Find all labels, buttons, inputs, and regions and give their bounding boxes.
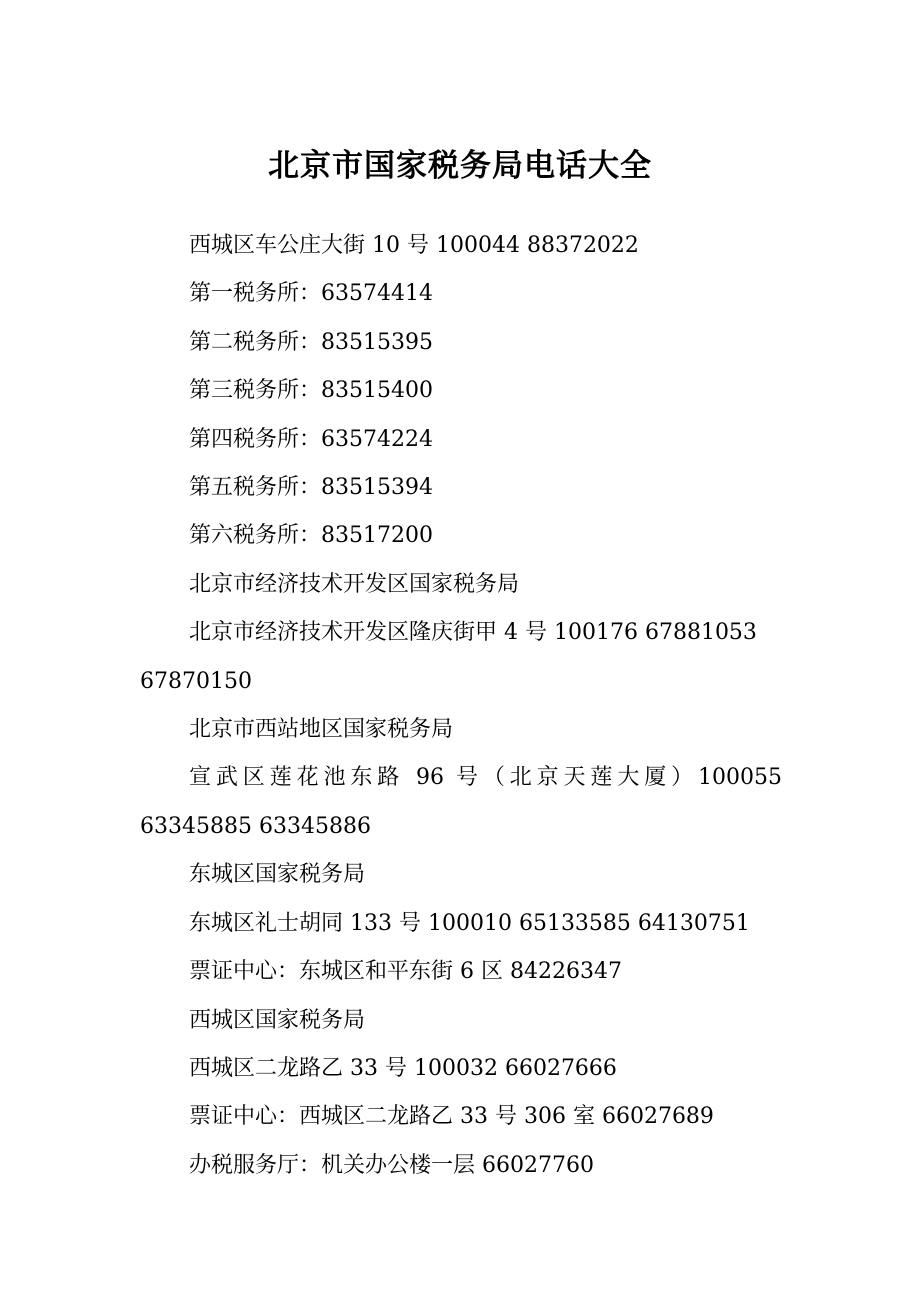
paragraph-line: 宣武区莲花池东路 96 号（北京天莲大厦）100055 [189,765,782,791]
paragraph-line: 办税服务厅：机关办公楼一层 66027760 [189,1152,594,1178]
paragraph-line: 第二税务所：83515395 [189,329,433,355]
paragraph-line: 票证中心：东城区和平东街 6 区 84226347 [189,959,622,985]
paragraph-line: 第五税务所：83515394 [189,475,433,501]
paragraph-line: 票证中心：西城区二龙路乙 33 号 306 室 66027689 [189,1104,714,1130]
paragraph-line: 第六税务所：83517200 [189,523,433,549]
paragraph-line: 北京市经济技术开发区隆庆街甲 4 号 100176 67881053 [189,620,757,646]
section-heading-line: 东城区国家税务局 [189,862,366,888]
paragraph-line: 西城区二龙路乙 33 号 100032 66027666 [189,1055,617,1081]
paragraph-line: 第四税务所：63574224 [189,426,433,452]
paragraph-continuation-line: 67870150 [140,668,252,694]
paragraph-line: 第一税务所：63574414 [189,281,433,307]
paragraph-continuation-line: 63345885 63345886 [140,813,371,839]
section-heading-line: 北京市西站地区国家税务局 [189,717,454,743]
paragraph-line: 东城区礼士胡同 133 号 100010 65133585 64130751 [189,910,750,936]
section-heading-line: 北京市经济技术开发区国家税务局 [189,571,520,597]
document-title: 北京市国家税务局电话大全 [268,148,652,184]
document-body [140,222,782,1190]
section-heading-line: 西城区国家税务局 [189,1007,366,1033]
paragraph-line: 西城区车公庄大街 10 号 100044 88372022 [189,233,639,258]
paragraph-line: 第三税务所：83515400 [189,378,433,404]
